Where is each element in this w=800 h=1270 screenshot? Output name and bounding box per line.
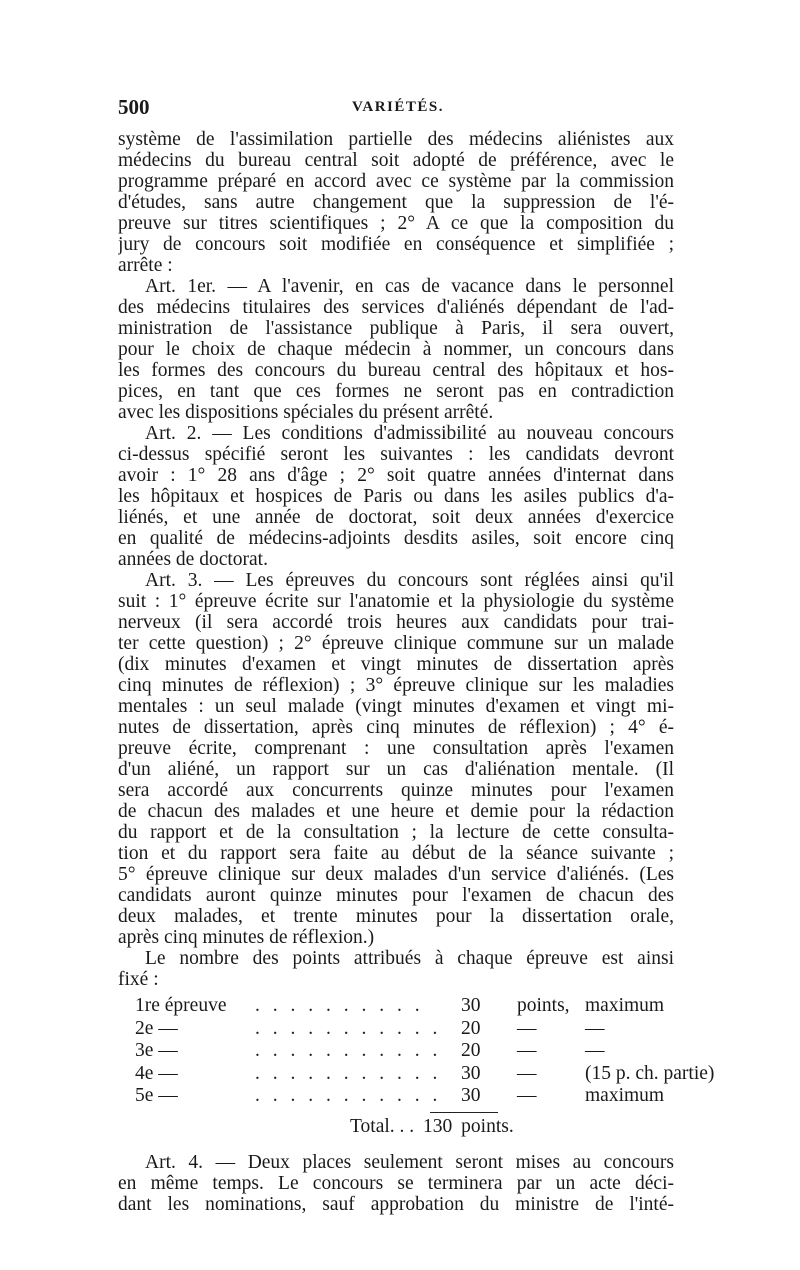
body-line: (dix minutes d'examen et vingt minutes de dissertation après <box>118 655 674 675</box>
body-line: ministration de l'assistance publique à Paris, il sera ouvert, <box>118 319 674 339</box>
body-line: Le nombre des points attribués à chaque épreuve est ainsi <box>145 949 674 969</box>
body-line: des médecins titulaires des services d'aliénés dépendant de l'ad- <box>118 298 674 318</box>
leader-dots: . . . . . . . . . . . <box>255 1085 442 1106</box>
epreuve-label: 5e — <box>135 1085 178 1106</box>
body-line: années de doctorat. <box>118 550 268 570</box>
points-value: 20 <box>461 1017 481 1039</box>
body-line: programme préparé en accord avec ce système par la commission <box>118 172 674 192</box>
total-label: Total. . . <box>350 1116 415 1137</box>
body-line: suit : 1° épreuve écrite sur l'anatomie et la physiologie du système <box>118 592 674 612</box>
body-line: fixé : <box>118 970 159 990</box>
score-row <box>135 1019 680 1042</box>
body-line: pices, en tant que ces formes ne seront pas en contradiction <box>118 382 674 402</box>
body-line: d'études, sans autre changement que la suppression de l'é- <box>118 193 674 213</box>
body-line: deux malades, et trente minutes pour la dissertation orale, <box>118 907 674 927</box>
body-line: mentales : un seul malade (vingt minutes d'examen et vingt mi- <box>118 697 674 717</box>
body-line: jury de concours soit modifiée en conséquence et simplifiée ; <box>118 235 674 255</box>
body-line: sera accordé aux concurrents quinze minutes pour l'examen <box>118 781 674 801</box>
epreuve-label: 1re épreuve <box>135 995 227 1016</box>
points-unit: — <box>517 1040 537 1061</box>
body-line: 5° épreuve clinique sur deux malades d'un service d'aliénés. (Les <box>118 865 674 885</box>
running-title: VARIÉTÉS. <box>351 99 444 115</box>
body-line: dant les nominations, sauf approbation du ministre de l'inté- <box>118 1195 674 1215</box>
points-value: 30 <box>461 1062 481 1084</box>
body-line: les hôpitaux et hospices de Paris ou dans les asiles publics d'a- <box>118 487 674 507</box>
body-line: preuve écrite, comprenant : une consultation après l'examen <box>118 739 674 759</box>
article-heading-line: Art. 4. — Deux places seulement seront mises au concours <box>145 1153 674 1173</box>
score-row <box>135 1062 715 1087</box>
article-heading-line: Art. 3. — Les épreuves du concours sont réglées ainsi qu'il <box>145 571 674 591</box>
points-qualifier: maximum <box>585 995 665 1016</box>
article-heading-line: Art. 2. — Les conditions d'admissibilité au nouveau concours <box>145 424 674 444</box>
epreuve-label: 2e — <box>135 1017 178 1039</box>
leader-dots: . . . . . . . . . . <box>255 995 424 1016</box>
article-heading-line: Art. 1er. — A l'avenir, en cas de vacance dans le personnel <box>145 277 674 297</box>
body-line: les formes des concours du bureau central des hôpitaux et hos- <box>118 361 674 381</box>
score-row <box>135 1086 680 1109</box>
body-line: ter cette question) ; 2° épreuve clinique commune sur un malade <box>118 634 674 654</box>
body-line: preuve sur titres scientifiques ; 2° A ce que la composition du <box>118 214 674 234</box>
points-unit: — <box>517 1085 537 1106</box>
leader-dots: . . . . . . . . . . . <box>255 1017 442 1039</box>
body-line: du rapport et de la consultation ; la lecture de cette consulta- <box>118 823 674 843</box>
body-line: ci-dessus spécifié seront les suivantes : les candidats devront <box>118 445 674 465</box>
score-row <box>135 996 680 1019</box>
body-line: pour le choix de chaque médecin à nommer, un concours dans <box>118 340 674 360</box>
page-number: 500 <box>118 95 150 119</box>
total-value: 130 <box>423 1116 453 1137</box>
body-line: en qualité de médecins-adjoints desdits asiles, soit encore cinq <box>118 529 674 549</box>
body-line: système de l'assimilation partielle des médecins aliénistes aux <box>118 130 674 150</box>
points-value: 20 <box>461 1040 481 1061</box>
leader-dots: . . . . . . . . . . . <box>255 1062 442 1084</box>
total-row <box>350 1117 518 1137</box>
points-unit: — <box>517 1062 537 1084</box>
points-qualifier: maximum <box>585 1085 665 1106</box>
leader-dots: . . . . . . . . . . . <box>255 1040 442 1061</box>
body-line: avec les dispositions spéciales du présent arrêté. <box>118 403 494 423</box>
total-rule <box>430 1112 498 1113</box>
body-line: avoir : 1° 28 ans d'âge ; 2° soit quatre années d'internat dans <box>118 466 674 486</box>
body-line: médecins du bureau central soit adopté de préférence, avec le <box>118 151 674 171</box>
points-qualifier: (15 p. ch. partie) <box>585 1062 715 1084</box>
score-table <box>135 995 715 1109</box>
points-unit: — <box>517 1017 537 1039</box>
body-line: candidats auront quinze minutes pour l'examen de chacun des <box>118 886 674 906</box>
points-value: 30 <box>461 1085 481 1106</box>
points-value: 30 <box>461 995 481 1016</box>
body-line: arrête : <box>118 256 173 276</box>
total-unit: points. <box>461 1116 514 1137</box>
points-qualifier: — <box>585 1017 605 1039</box>
body-line: nutes de dissertation, après cinq minutes de réflexion) ; 4° é- <box>118 718 674 738</box>
points-qualifier: — <box>585 1040 605 1061</box>
body-line: tion et du rapport sera faite au début de la séance suivante ; <box>118 844 674 864</box>
body-line: liénés, et une année de doctorat, soit deux années d'exercice <box>118 508 674 528</box>
score-row <box>135 1041 680 1064</box>
points-unit: points, <box>517 995 570 1016</box>
epreuve-label: 4e — <box>135 1062 178 1084</box>
body-line: cinq minutes de réflexion) ; 3° épreuve clinique sur les maladies <box>118 676 674 696</box>
epreuve-label: 3e — <box>135 1040 178 1061</box>
body-line: après cinq minutes de réflexion.) <box>118 928 375 948</box>
body-line: d'un aliéné, un rapport sur un cas d'aliénation mentale. (Il <box>118 760 674 780</box>
body-line: en même temps. Le concours se terminera par un acte déci- <box>118 1174 674 1194</box>
running-head <box>118 95 678 121</box>
body-line: nerveux (il sera accordé trois heures aux candidats pour trai- <box>118 613 674 633</box>
body-line: de chacun des malades et une heure et demie pour la rédaction <box>118 802 674 822</box>
